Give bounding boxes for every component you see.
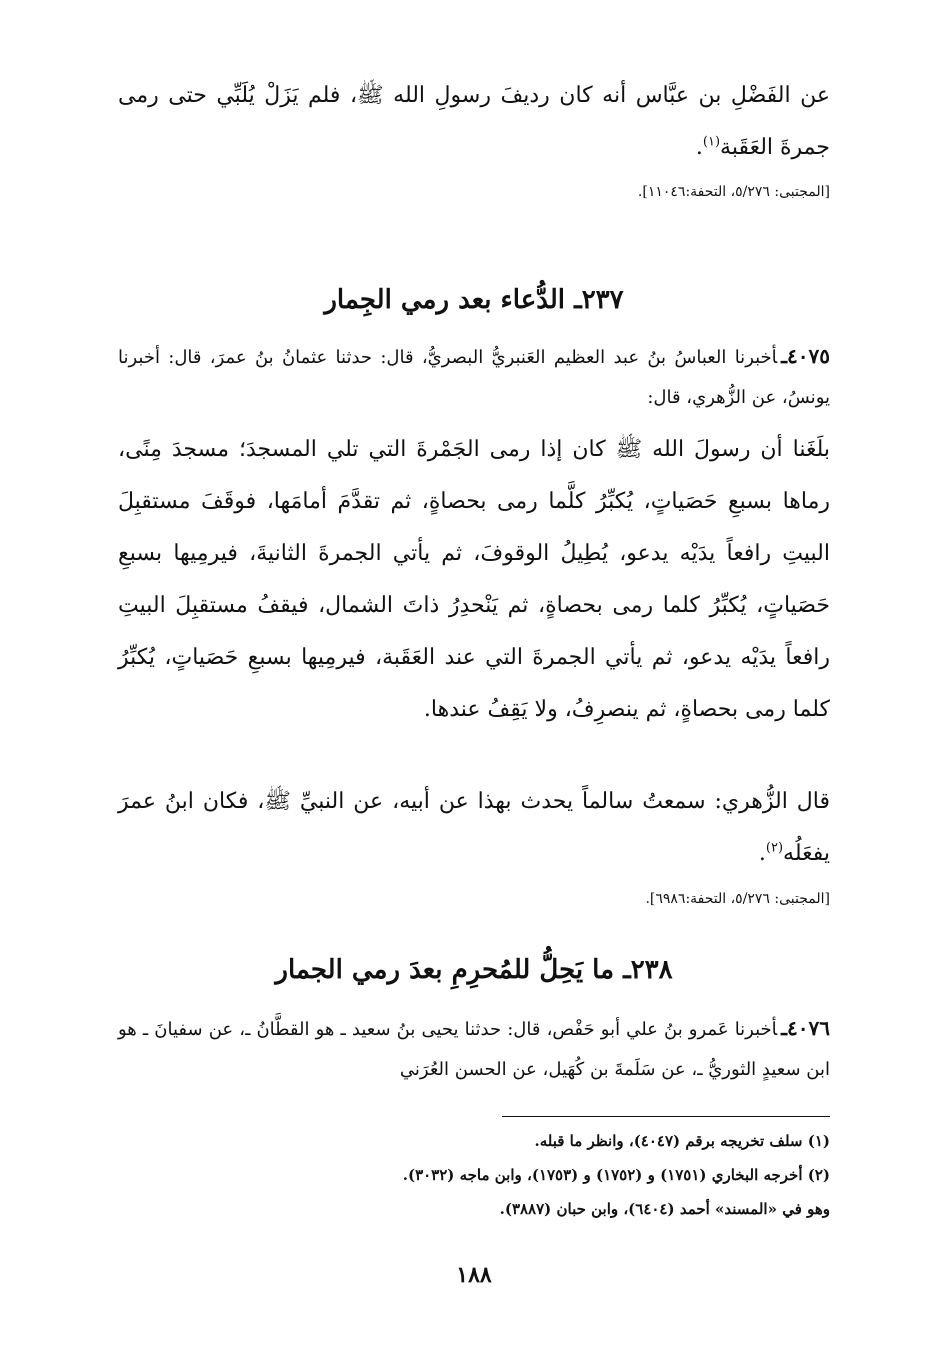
hadith-4076-number: ٤٠٧٦ـ: [781, 1016, 830, 1040]
reference-2: [المجتبى: ٥/٢٧٦، التحفة:٦٩٨٦].: [645, 891, 830, 907]
footnote-2: (٢) أخرجه البخاري (١٧٥١) و (١٧٥٢) و (١٧٥٣)، وابن ماجه (٣٠٣٢).: [402, 1166, 830, 1184]
section-237-heading: [118, 280, 830, 320]
footnote-1: (١) سلف تخريجه برقم (٤٠٤٧)، وانظر ما قبله.: [534, 1132, 830, 1150]
footnote-mark-1[interactable]: (١): [702, 134, 721, 150]
hadith-4075-matn: بلَغَنا أن رسولَ الله ﷺ كان إذا رمى الجَمْرةَ التي تلي المسجدَ؛ مسجدَ مِنًى، رماها بسبعِ حَصَياتٍ، يُكبِّرُ كلَّما رمى بحصاةٍ، ثم تقدَّمَ أمامَها، فوقَفَ مستقبِلَ البيتِ رافعاً يدَيْه يدعو، يُطِيلُ الوقوفَ، ثم يأتي الجمرةَ الثانيةَ، فيرمِيها بسبعِ حَصَياتٍ، يُكبِّرُ كلما رمى بحصاةٍ، ثم يَنْحدِرُ ذاتَ الشمال، فيقفُ مستقبِلَ البيتِ رافعاً يدَيْه يدعو، ثم يأتي الجمرةَ التي عند العَقَبة، فيرمِيها بسبعِ حَصَياتٍ، يُكبِّرُ كلما رمى بحصاةٍ، ثم ينصرِفُ، ولا يَقِفُ عندها.: [118, 437, 830, 722]
section-237-title: الدُّعاء بعد رمي الجِمار: [324, 285, 566, 315]
hadith-4076-isnad-text: أخبرنا عَمرو بنُ علي أبو حَفْص، قال: حدثنا يحيى بنُ سعيد ـ هو القطَّانُ ـ، عن سفيانَ ـ هو ابن سعيدٍ الثوريُّ ـ، عن سَلَمةَ بن كُهَيل، عن الحسن العُرَني: [118, 1019, 830, 1080]
continuation-paragraph: [118, 70, 830, 174]
section-237-number: ٢٣٧ـ: [574, 285, 624, 315]
hadith-4075-zuhri: [118, 776, 830, 880]
zuhri-end: .: [758, 841, 766, 866]
hadith-4075-isnad-text: أخبرنا العباسُ بنُ عبد العظيم العَنبريُّ البصريُّ، قال: حدثنا عثمانُ بنُ عمرَ، قال: أخبرنا يونسُ، عن الزُّهري، قال:: [118, 347, 830, 408]
hadith-4075-number: ٤٠٧٥ـ: [781, 344, 830, 368]
book-page: [118, 0, 830, 1363]
footnote-mark-2[interactable]: (٢): [765, 840, 784, 856]
section-238-number: ٢٣٨ـ: [623, 955, 673, 985]
section-238-heading: [118, 950, 830, 990]
zuhri-text: قال الزُّهري: سمعتُ سالماً يحدث بهذا عن أبيه، عن النبيِّ ﷺ، فكان ابنُ عمرَ يفعَلُه: [118, 789, 830, 866]
hadith-4075-isnad: [118, 336, 830, 418]
footnote-2-continued: وهو في «المسند» أحمد (٦٤٠٤)، وابن حبان (٣٨٨٧).: [499, 1200, 830, 1218]
reference-1: [المجتبى: ٥/٢٧٦، التحفة:١١٠٤٦].: [637, 184, 830, 200]
footnotes-block: [118, 1124, 830, 1226]
continuation-end: .: [695, 135, 703, 160]
hadith-4076-isnad: [118, 1008, 830, 1090]
section-238-title: ما يَحِلُّ للمُحرِمِ بعدَ رمي الجمار: [275, 955, 615, 985]
page-number: ١٨٨: [456, 1262, 492, 1288]
footnote-divider: [502, 1116, 830, 1117]
continuation-text: عن الفَضْلِ بن عبَّاس أنه كان رديفَ رسولِ الله ﷺ، فلم يَزَلْ يُلَبِّي حتى رمى جمرةَ العَقَبة: [118, 83, 830, 160]
